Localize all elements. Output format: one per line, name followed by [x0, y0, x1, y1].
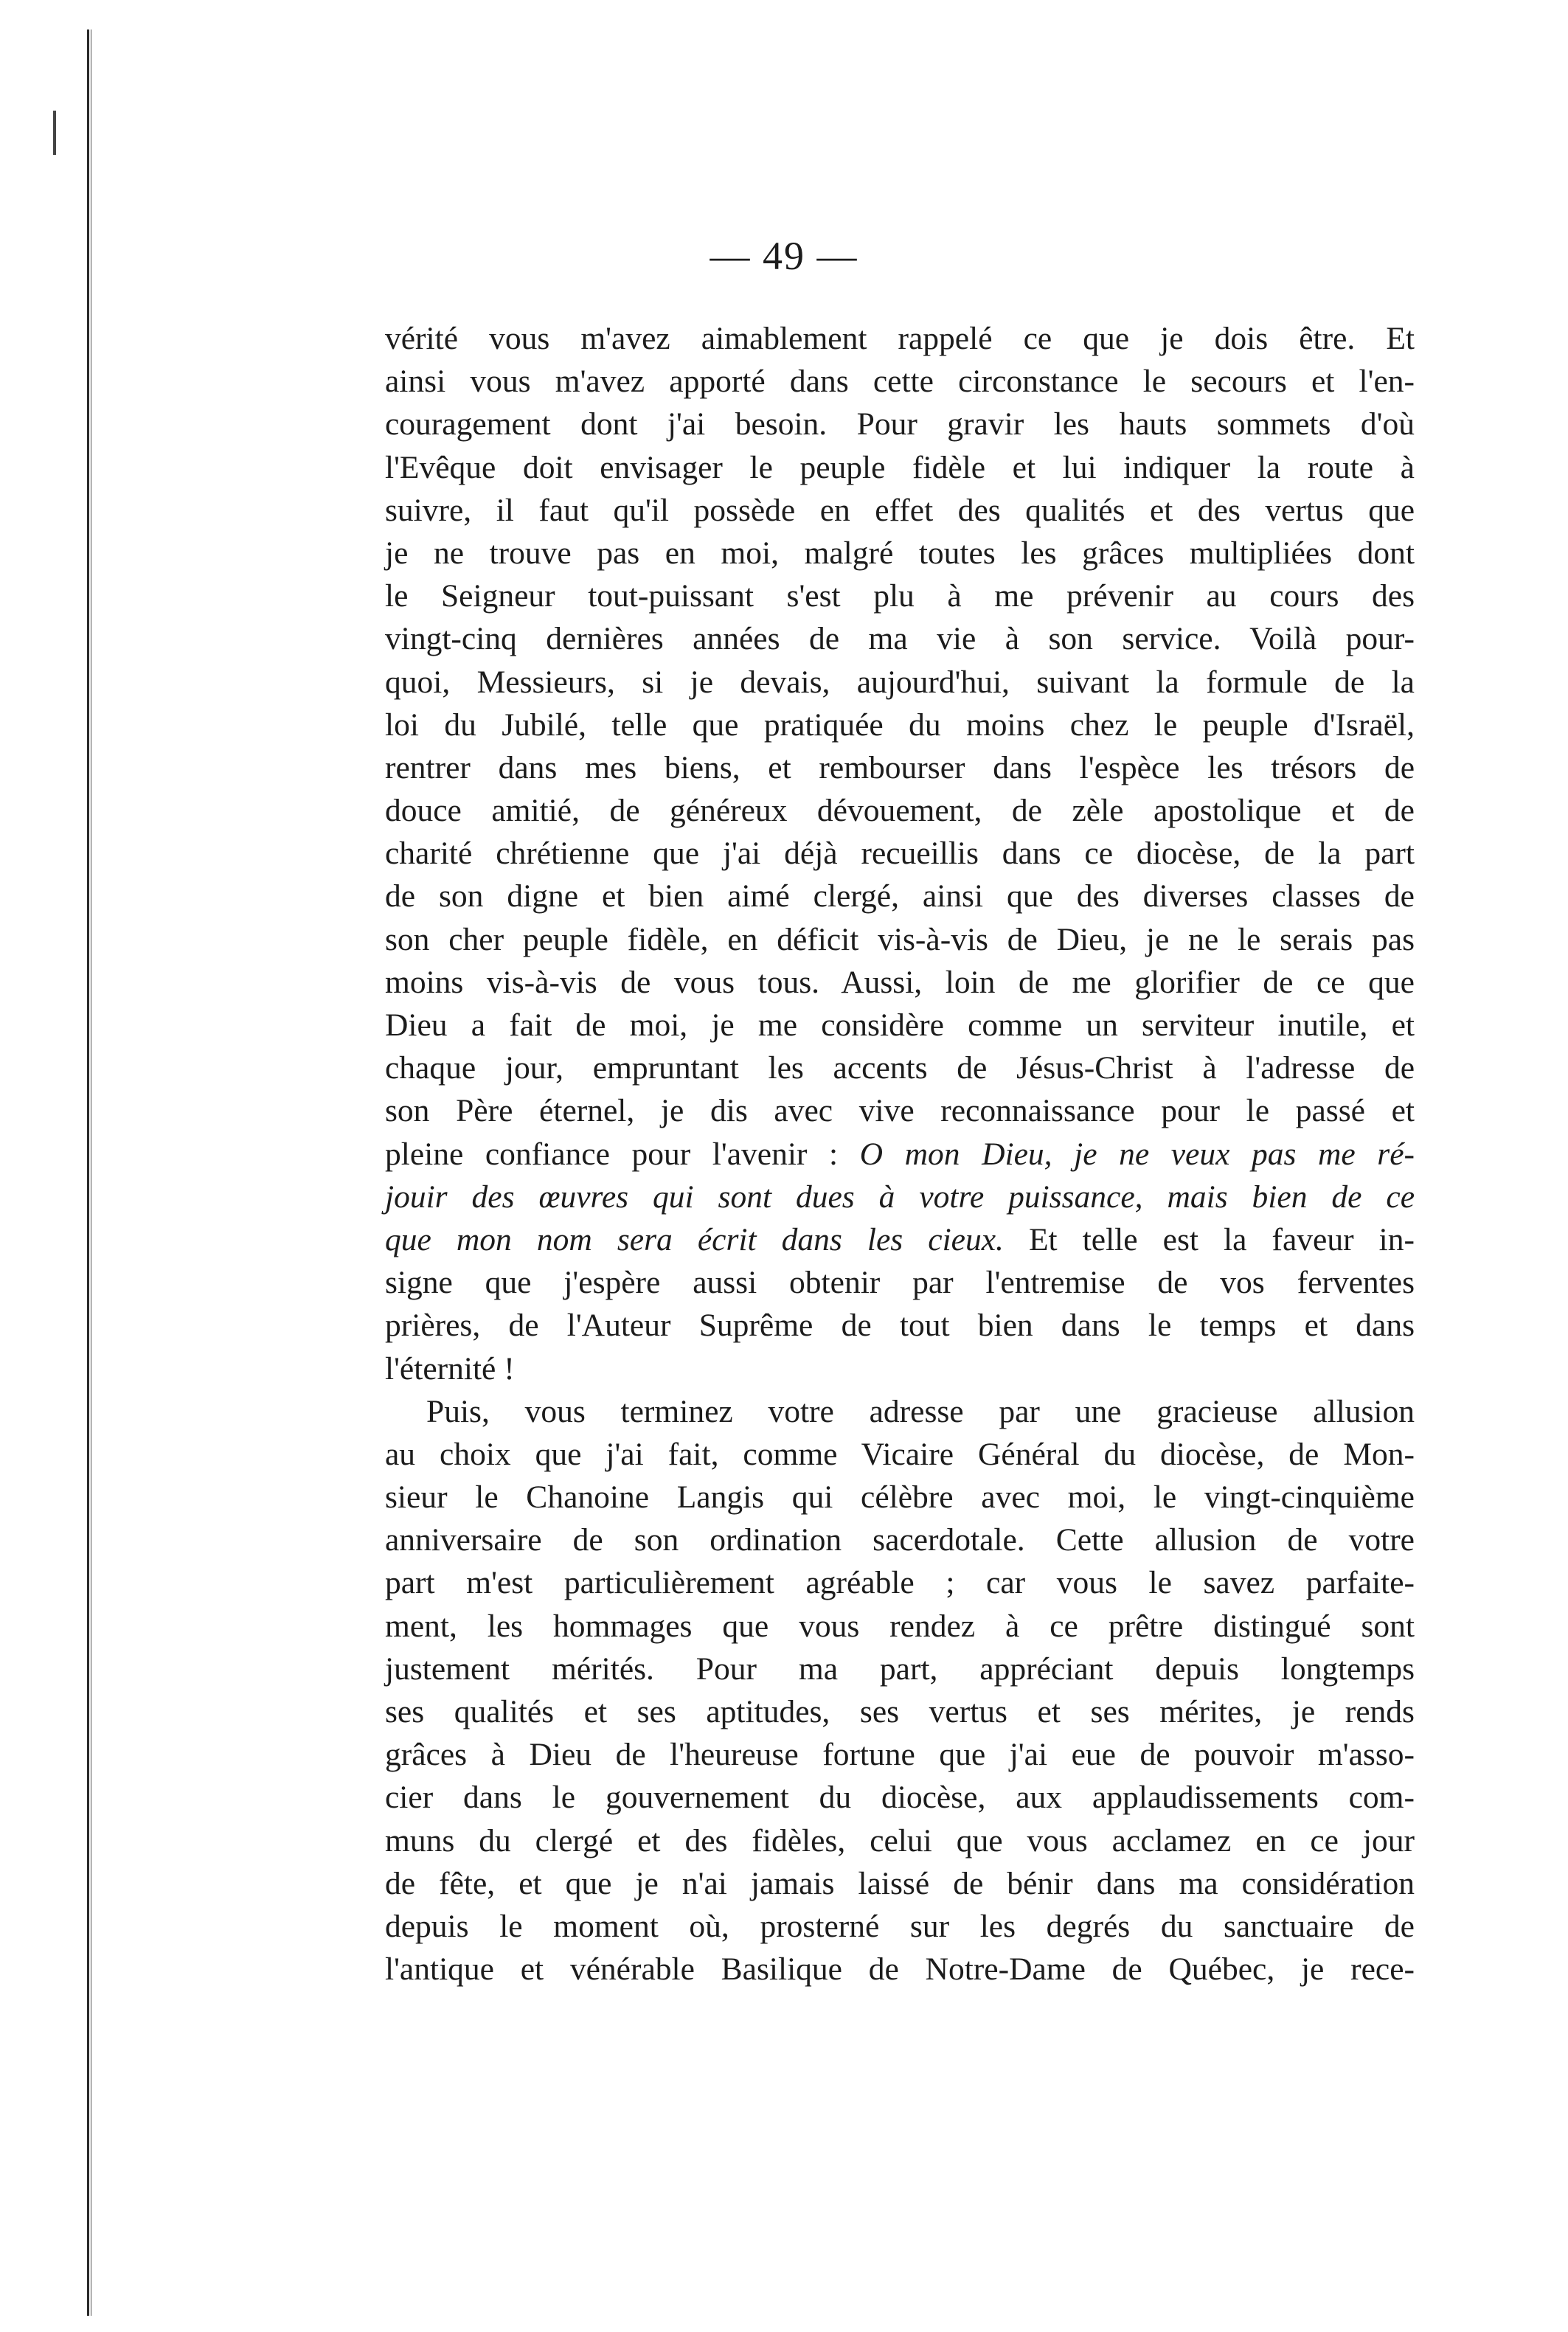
text-line: de son digne et bien aimé clergé, ainsi que des diverses classes de — [385, 878, 1415, 915]
text-line: moins vis-à-vis de vous tous. Aussi, loin de me glorifier de ce que — [385, 964, 1415, 1000]
text-line: charité chrétienne que j'ai déjà recueillis dans ce diocèse, de la part — [385, 836, 1415, 872]
text-line: part m'est particulièrement agréable ; car vous le savez parfaite- — [385, 1565, 1415, 1601]
text-line: justement mérités. Pour ma part, appréciant depuis longtemps — [385, 1651, 1415, 1687]
text-line: le Seigneur tout-puissant s'est plu à me prévenir au cours des — [385, 578, 1415, 614]
text-line: de fête, et que je n'ai jamais laissé de bénir dans ma considération — [385, 1865, 1415, 1901]
italic-quote: O mon Dieu, je ne veux pas me ré- — [859, 1136, 1415, 1172]
text-line: vingt-cinq dernières années de ma vie à son service. Voilà pour- — [385, 621, 1415, 657]
text-line: vérité vous m'avez aimablement rappelé ce que je dois être. Et — [385, 321, 1415, 356]
text-line: rentrer dans mes biens, et rembourser dans l'espèce les trésors de — [385, 749, 1415, 785]
text-line: ainsi vous m'avez apporté dans cette circonstance le secours et l'en- — [385, 364, 1415, 400]
text-line: son Père éternel, je dis avec vive reconnaissance pour le passé et — [385, 1093, 1415, 1129]
text-line: Dieu a fait de moi, je me considère comme un serviteur inutile, et — [385, 1007, 1415, 1043]
text-line: couragement dont j'ai besoin. Pour gravir les hauts sommets d'où — [385, 406, 1415, 443]
text-line: chaque jour, empruntant les accents de Jésus-Christ à l'adresse de — [385, 1050, 1415, 1086]
paragraph-1-quotation — [385, 1133, 1415, 1262]
text-line: au choix que j'ai fait, comme Vicaire Général du diocèse, de Mon- — [385, 1436, 1415, 1472]
text-line: signe que j'espère aussi obtenir par l'entremise de vos ferventes — [385, 1265, 1415, 1301]
text-span: Et telle est la faveur in- — [1003, 1221, 1415, 1257]
text-line: l'Evêque doit envisager le peuple fidèle et lui indiquer la route à — [385, 449, 1415, 485]
text-line: muns du clergé et des fidèles, celui que vous acclamez en ce jour — [385, 1822, 1415, 1859]
text-line: quoi, Messieurs, si je devais, aujourd'hui, suivant la formule de la — [385, 664, 1415, 700]
text-line — [385, 1176, 1415, 1218]
body-text — [385, 317, 1415, 1991]
text-line: son cher peuple fidèle, en déficit vis-à-vis de Dieu, je ne le serais pas — [385, 921, 1415, 957]
text-line: l'éternité ! — [385, 1350, 515, 1387]
binding-mark — [53, 111, 56, 155]
text-line: loi du Jubilé, telle que pratiquée du moins chez le peuple d'Israël, — [385, 707, 1415, 743]
paragraph-2 — [385, 1390, 1415, 1991]
text-line: Puis, vous terminez votre adresse par une gracieuse allusion — [426, 1393, 1415, 1429]
text-line: ses qualités et ses aptitudes, ses vertus et ses mérites, je rends — [385, 1694, 1415, 1729]
text-line: je ne trouve pas en moi, malgré toutes les grâces multipliées dont — [385, 535, 1415, 571]
text-line — [385, 1218, 1415, 1261]
italic-quote: jouir des œuvres qui sont dues à votre puissance, mais bien de ce — [385, 1179, 1415, 1215]
text-line: suivre, il faut qu'il possède en effet des qualités et des vertus que — [385, 492, 1415, 528]
text-line: grâces à Dieu de l'heureuse fortune que j'ai eue de pouvoir m'asso- — [385, 1737, 1415, 1773]
italic-quote: que mon nom sera écrit dans les cieux. — [385, 1221, 1004, 1257]
paragraph-1 — [385, 317, 1415, 1133]
text-line: cier dans le gouvernement du diocèse, aux applaudissements com- — [385, 1780, 1415, 1816]
text-line: depuis le moment où, prosterné sur les degrés du sanctuaire de — [385, 1908, 1415, 1944]
text-line — [385, 1133, 1415, 1176]
page-number: — 49 — — [710, 234, 858, 278]
text-line: douce amitié, de généreux dévouement, de zèle apostolique et de — [385, 793, 1415, 829]
paragraph-1-end — [385, 1261, 1415, 1390]
text-line: l'antique et vénérable Basilique de Notre-Dame de Québec, je rece- — [385, 1951, 1415, 1988]
text-line: sieur le Chanoine Langis qui célèbre avec moi, le vingt-cinquième — [385, 1479, 1415, 1516]
binding-edge — [87, 30, 93, 2316]
text-line: ment, les hommages que vous rendez à ce prêtre distingué sont — [385, 1608, 1415, 1644]
text-span: pleine confiance pour l'avenir : — [385, 1136, 860, 1172]
text-line: prières, de l'Auteur Suprême de tout bien dans le temps et dans — [385, 1308, 1415, 1344]
text-line: anniversaire de son ordination sacerdotale. Cette allusion de votre — [385, 1522, 1415, 1558]
